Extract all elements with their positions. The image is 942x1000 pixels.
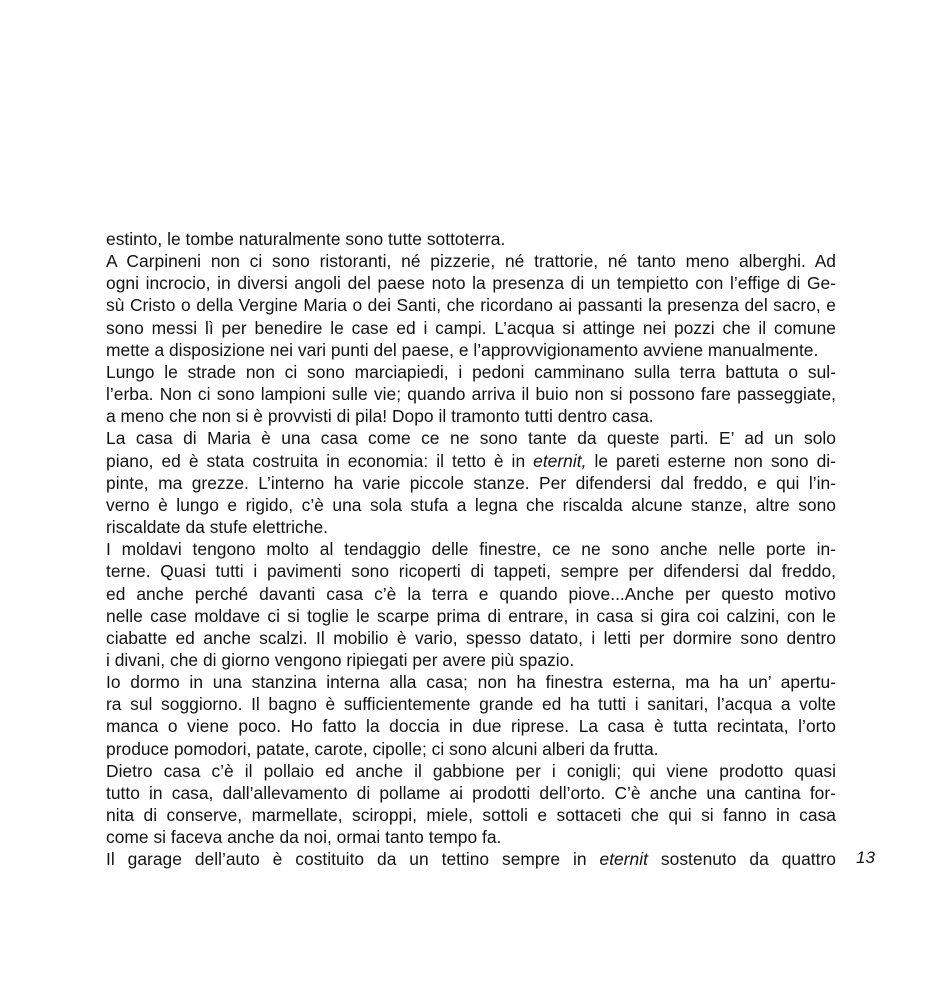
text-line: i divani, che di giorno vengono ripiegati per avere più spazio.	[106, 649, 575, 670]
text-line: tutto in casa, dall’allevamento di pollame ai prodotti dell’orto. C’è anche una cantina for-	[106, 782, 836, 803]
text-line: pinte, ma grezze. L’interno ha varie piccole stanze. Per difendersi dal freddo, e qui l’in-	[106, 472, 836, 493]
text-line: produce pomodori, patate, carote, cipolle; ci sono alcuni alberi da frutta.	[106, 738, 659, 759]
text-line: mette a disposizione nei vari punti del paese, e l’approvvigionamento avviene manualmente.	[106, 339, 819, 360]
text-line: ciabatte ed anche scalzi. Il mobilio è vario, spesso datato, i letti per dormire sono dentro	[106, 627, 836, 648]
text-line: sù Cristo o della Vergine Maria o dei Santi, che ricordano ai passanti la presenza del sacro, e	[106, 295, 836, 316]
text-line: ogni incrocio, in diversi angoli del paese noto la presenza di un tempietto con l’effige di Ge-	[106, 273, 836, 294]
text-line: Io dormo in una stanzina interna alla casa; non ha finestra esterna, ma ha un’ apertu-	[106, 672, 836, 693]
text-line: piano, ed è stata costruita in economia: il tetto è in eternit, le pareti esterne non sono di-	[106, 450, 836, 471]
text-line: come si faceva anche da noi, ormai tanto tempo fa.	[106, 827, 502, 848]
text-line: a meno che non si è provvisti di pila! Dopo il tramonto tutti dentro casa.	[106, 406, 654, 427]
text-line: A Carpineni non ci sono ristoranti, né pizzerie, né trattorie, né tanto meno alberghi. Ad	[106, 251, 836, 272]
text-line: ed anche perché davanti casa c’è la terra e quando piove...Anche per questo motivo	[106, 583, 836, 604]
italic-term: eternit	[599, 849, 648, 870]
text-line: terne. Quasi tutti i pavimenti sono ricoperti di tappeti, sempre per difendersi dal freddo,	[106, 561, 836, 582]
text-line: l’erba. Non ci sono lampioni sulle vie; quando arriva il buio non si possono fare passeggiate,	[106, 384, 836, 405]
italic-term: eternit,	[533, 450, 587, 471]
page-number: 13	[856, 848, 875, 867]
text-line: estinto, le tombe naturalmente sono tutte sottoterra.	[106, 229, 506, 249]
body-text-block	[106, 228, 836, 871]
text-line: riscaldate da stufe elettriche.	[106, 517, 328, 538]
text-line: verno è lungo e rigido, c’è una sola stufa a legna che riscalda alcune stanze, altre sono	[106, 494, 836, 515]
text-line: ra sul soggiorno. Il bagno è sufficientemente grande ed ha tutti i sanitari, l’acqua a volte	[106, 694, 836, 715]
text-line: manca o viene poco. Ho fatto la doccia in due riprese. La casa è tutta recintata, l’orto	[106, 716, 836, 737]
text-line: La casa di Maria è una casa come ce ne sono tante da queste parti. E’ ad un solo	[106, 428, 836, 449]
text-line: Il garage dell’auto è costituito da un tettino sempre in eternit sostenuto da quattro	[106, 849, 836, 870]
text-line: I moldavi tengono molto al tendaggio delle finestre, ce ne sono anche nelle porte in-	[106, 539, 836, 560]
text-line: sono messi lì per benedire le case ed i campi. L’acqua si attinge nei pozzi che il comune	[106, 317, 836, 338]
text-line: nelle case moldave ci si toglie le scarpe prima di entrare, in casa si gira coi calzini, con le	[106, 605, 836, 626]
text-line: Dietro casa c’è il pollaio ed anche il gabbione per i conigli; qui viene prodotto quasi	[106, 760, 836, 781]
text-line: nita di conserve, marmellate, sciroppi, miele, sottoli e sottaceti che qui si fanno in casa	[106, 805, 836, 826]
text-line: Lungo le strade non ci sono marciapiedi, i pedoni camminano sulla terra battuta o sul-	[106, 361, 836, 382]
